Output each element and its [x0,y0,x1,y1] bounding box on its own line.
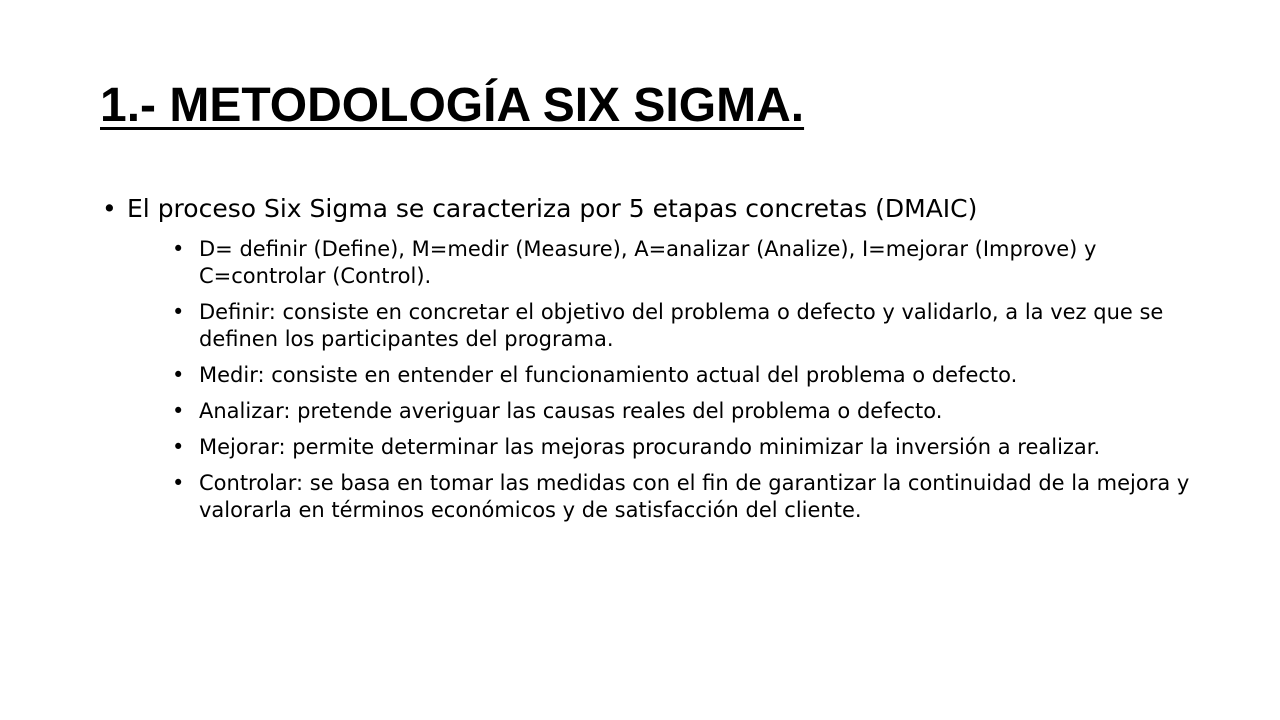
slide-title: 1.- METODOLOGÍA SIX SIGMA. [100,79,805,132]
sub-bullet-list [100,236,1200,524]
bullet-icon: • [172,399,185,423]
sub-bullet-text: Mejorar: permite determinar las mejoras procurando minimizar la inversión a realizar. [199,435,1101,459]
bullet-icon: • [172,300,185,324]
sub-bullet-text: Definir: consiste en concretar el objetivo del problema o defecto y validarlo, a la vez que se definen los participantes del programa. [199,300,1164,351]
sub-bullet-text: Medir: consiste en entender el funcionamiento actual del problema o defecto. [199,363,1018,387]
sub-bullet-definir [172,299,1199,353]
sub-bullet-text: Analizar: pretende averiguar las causas reales del problema o defecto. [199,399,943,423]
bullet-icon: • [172,237,185,261]
sub-bullet-text: Controlar: se basa en tomar las medidas con el fin de garantizar la continuidad de la mejora y valorarla en términos económicos y de satisfacción del cliente. [199,471,1190,522]
bullet-icon: • [172,363,185,387]
sub-bullet-dmaic [172,236,1199,290]
main-bullet [100,192,1200,226]
bullet-icon: • [172,435,185,459]
main-bullet-text: El proceso Six Sigma se caracteriza por 5 etapas concretas (DMAIC) [127,194,978,223]
bullet-icon: • [172,471,185,495]
sub-bullet-analizar [172,398,1199,425]
sub-bullet-mejorar [172,434,1199,461]
bullet-icon: • [102,194,117,223]
sub-bullet-text: D= definir (Define), M=medir (Measure), A=analizar (Analize), I=mejorar (Improve) y C=controlar (Control). [199,237,1097,288]
sub-bullet-controlar [172,470,1199,524]
slide-body [100,192,1200,533]
sub-bullet-medir [172,362,1199,389]
